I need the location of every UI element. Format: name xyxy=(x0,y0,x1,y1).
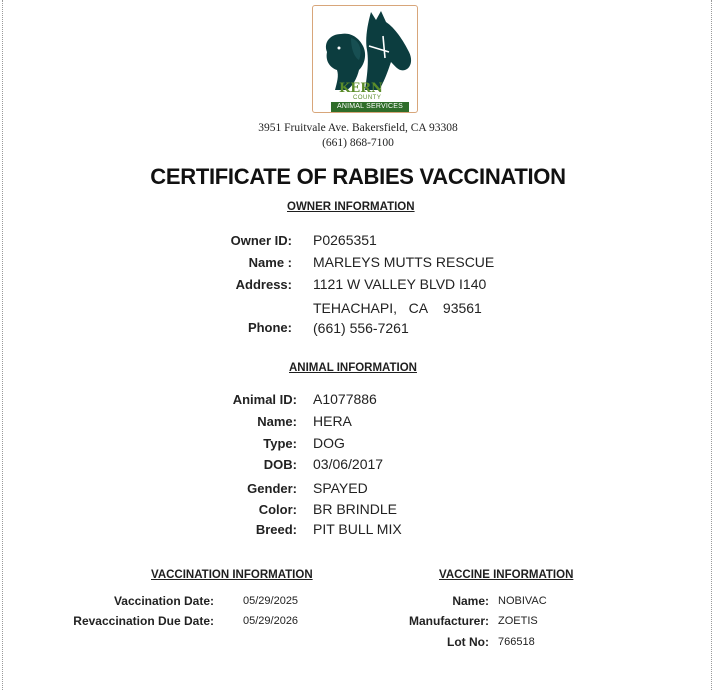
animal-gender-value: SPAYED xyxy=(313,480,368,496)
vaccine-manufacturer-label: Manufacturer: xyxy=(408,614,489,628)
owner-name-value: MARLEYS MUTTS RESCUE xyxy=(313,254,495,270)
vaccine-name-value: NOBIVAC xyxy=(498,595,547,607)
owner-id-value: P0265351 xyxy=(313,232,377,248)
vaccine-section-heading: VACCINE INFORMATION xyxy=(439,569,574,581)
animal-color-label: Color: xyxy=(258,502,297,517)
animal-breed-value: PIT BULL MIX xyxy=(313,521,402,537)
certificate-title: CERTIFICATE OF RABIES VACCINATION xyxy=(150,164,566,189)
animal-id-label: Animal ID: xyxy=(232,392,297,407)
animal-type-label: Type: xyxy=(263,436,297,451)
owner-address-line1: 1121 W VALLEY BLVD I140 xyxy=(313,276,487,292)
owner-address-label: Address: xyxy=(235,277,292,292)
owner-phone-label: Phone: xyxy=(247,320,292,335)
animal-gender-label: Gender: xyxy=(247,481,297,496)
vaccination-date-value: 05/29/2025 xyxy=(243,595,299,607)
revaccination-due-value: 05/29/2026 xyxy=(243,615,299,627)
vaccine-lot-label: Lot No: xyxy=(447,635,489,649)
vaccine-manufacturer-value: ZOETIS xyxy=(498,615,538,627)
kern-county-logo xyxy=(312,5,418,113)
vaccine-name-label: Name: xyxy=(452,594,489,608)
owner-section-heading: OWNER INFORMATION xyxy=(287,201,415,213)
animal-breed-label: Breed: xyxy=(255,522,297,537)
logo-banner: ANIMAL SERVICES xyxy=(331,102,409,112)
animal-id-value: A1077886 xyxy=(313,391,377,407)
agency-phone: (661) 868-7100 xyxy=(322,137,394,149)
animal-dob-label: DOB: xyxy=(263,457,297,472)
animal-color-value: BR BRINDLE xyxy=(313,501,398,517)
animal-name-label: Name: xyxy=(257,414,297,429)
animal-name-value: HERA xyxy=(313,413,352,429)
animal-section-heading: ANIMAL INFORMATION xyxy=(289,362,417,374)
vaccination-section-heading: VACCINATION INFORMATION xyxy=(151,569,313,581)
animal-type-value: DOG xyxy=(313,435,345,451)
agency-address: 3951 Fruitvale Ave. Bakersfield, CA 93308 xyxy=(258,122,458,134)
vaccination-date-label: Vaccination Date: xyxy=(113,594,214,608)
owner-name-label: Name : xyxy=(248,255,292,270)
animal-dob-value: 03/06/2017 xyxy=(313,456,384,472)
owner-id-label: Owner ID: xyxy=(230,233,292,248)
vaccine-lot-value: 766518 xyxy=(498,636,535,648)
owner-phone-value: (661) 556-7261 xyxy=(313,320,409,336)
logo-kern-text: KERN xyxy=(339,81,383,96)
revaccination-due-label: Revaccination Due Date: xyxy=(73,614,214,628)
logo-county-text: COUNTY xyxy=(353,95,382,101)
owner-address-line2: TEHACHAPI, CA 93561 xyxy=(313,300,482,316)
